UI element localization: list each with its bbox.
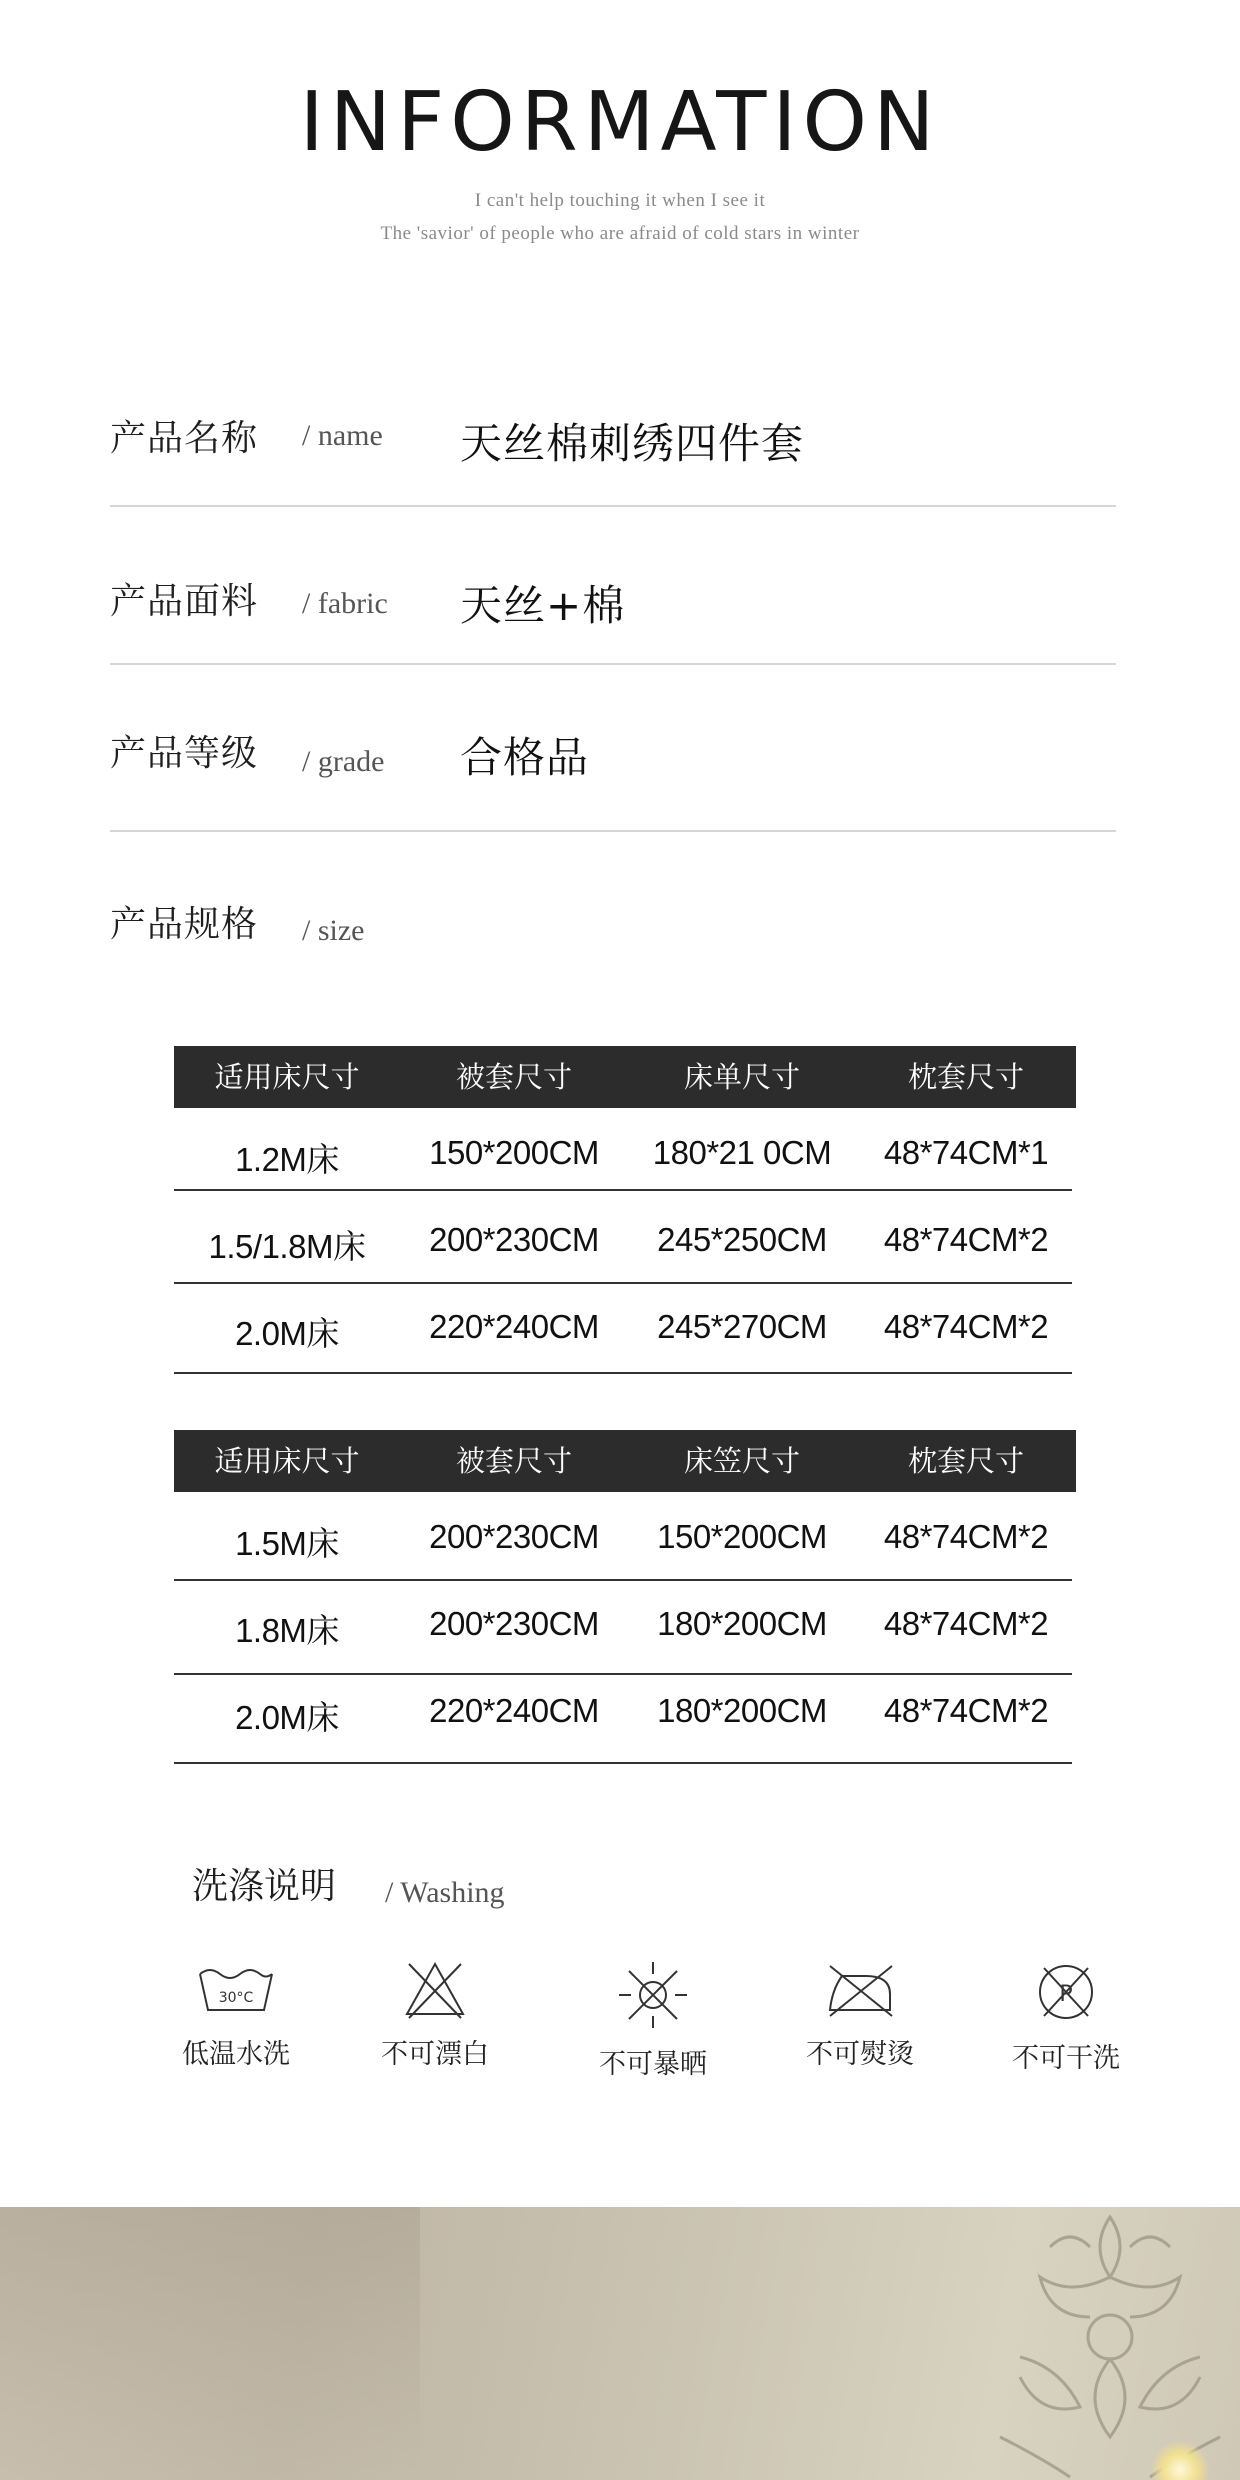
- table-cell: 1.2M床: [235, 1141, 339, 1178]
- wash-item: [335, 1960, 535, 2071]
- table-cell: 150*200CM: [429, 1134, 599, 1171]
- wash-text: 不可暴晒: [599, 2049, 707, 2080]
- wash-text: 不可干洗: [1012, 2043, 1120, 2074]
- table-cell: 48*74CM*2: [883, 1605, 1049, 1642]
- wash-text: 不可漂白: [381, 2039, 489, 2070]
- table-cell: 48*74CM*2: [883, 1518, 1049, 1555]
- table-cell: 220*240CM: [429, 1308, 599, 1345]
- no-iron-icon: [820, 1960, 900, 2020]
- subtitle-line-1: I can't help touching it when I see it: [474, 190, 766, 211]
- table-cell: 220*240CM: [429, 1692, 599, 1729]
- divider: [110, 663, 1116, 665]
- wash-item: [760, 1960, 960, 2071]
- size-table-2: [174, 1430, 1076, 1766]
- table-divider: [174, 1579, 1072, 1581]
- divider: [110, 505, 1116, 507]
- svg-text:P: P: [1059, 1982, 1073, 2007]
- no-dry-clean-icon: [1026, 1960, 1106, 2024]
- info-value: 天丝+棉: [460, 581, 626, 630]
- damask-ornament: [980, 2207, 1240, 2480]
- table-cell: 180*21 0CM: [652, 1134, 832, 1171]
- table-cell: 48*74CM*2: [883, 1692, 1049, 1729]
- wash-temp-label: 30°C: [218, 1990, 254, 2006]
- washing-label-en: / Washing: [385, 1876, 505, 1909]
- table-cell: 1.5M床: [235, 1525, 339, 1562]
- table-cell: 200*230CM: [429, 1605, 599, 1642]
- info-value: 天丝棉刺绣四件套: [460, 419, 805, 468]
- table-header-cell: 枕套尺寸: [907, 1444, 1024, 1478]
- info-label-en: / grade: [302, 745, 385, 778]
- no-sun-icon: [613, 1960, 693, 2030]
- info-label: 产品名称: [110, 418, 259, 459]
- table-header-cell: 适用床尺寸: [214, 1444, 360, 1478]
- table-divider: [174, 1282, 1072, 1284]
- table-cell: 245*270CM: [657, 1308, 827, 1345]
- table-cell: 1.5/1.8M床: [208, 1228, 366, 1265]
- washing-label: 洗涤说明: [192, 1866, 337, 1907]
- size-table-1: [174, 1046, 1076, 1376]
- table-cell: 48*74CM*2: [883, 1221, 1049, 1258]
- table-header: [174, 1046, 1076, 1108]
- no-bleach-icon: [395, 1960, 475, 2020]
- table-header: [174, 1430, 1076, 1492]
- table-cell: 200*230CM: [429, 1518, 599, 1555]
- wash-item: [553, 1960, 753, 2081]
- info-label-en: / size: [302, 914, 365, 947]
- wash-text: 不可熨烫: [806, 2039, 914, 2070]
- table-cell: 180*200CM: [657, 1605, 827, 1642]
- table-header-cell: 被套尺寸: [455, 1444, 572, 1478]
- wash-30-icon: [196, 1960, 276, 2020]
- subtitle-line-2: The 'savior' of people who are afraid of cold stars in winter: [380, 223, 860, 244]
- table-cell: 245*250CM: [657, 1221, 827, 1258]
- wash-item: [966, 1960, 1166, 2075]
- table-header-cell: 床笠尺寸: [683, 1444, 800, 1478]
- table-divider: [174, 1762, 1072, 1764]
- table-cell: 150*200CM: [657, 1518, 827, 1555]
- table-cell: 180*200CM: [657, 1692, 827, 1729]
- photo-shading: [0, 2207, 420, 2480]
- page-title: INFORMATION: [299, 75, 941, 170]
- table-cell: 1.8M床: [235, 1612, 339, 1649]
- table-divider: [174, 1189, 1072, 1191]
- info-label-en: / fabric: [302, 587, 388, 620]
- info-label-en: / name: [302, 419, 383, 452]
- table-cell: 200*230CM: [429, 1221, 599, 1258]
- table-cell: 2.0M床: [235, 1699, 339, 1736]
- table-header-cell: 枕套尺寸: [907, 1060, 1024, 1094]
- divider: [110, 830, 1116, 832]
- table-header-cell: 适用床尺寸: [214, 1060, 360, 1094]
- table-cell: 2.0M床: [235, 1315, 339, 1352]
- table-divider: [174, 1372, 1072, 1374]
- table-header-cell: 被套尺寸: [455, 1060, 572, 1094]
- info-label: 产品等级: [110, 733, 259, 774]
- info-label: 产品规格: [110, 904, 259, 945]
- info-value: 合格品: [460, 733, 590, 782]
- table-divider: [174, 1673, 1072, 1675]
- table-header-cell: 床单尺寸: [683, 1060, 800, 1094]
- table-cell: 48*74CM*2: [883, 1308, 1049, 1345]
- product-photo: [0, 2207, 1240, 2480]
- table-cell: 48*74CM*1: [883, 1134, 1049, 1171]
- info-label: 产品面料: [110, 581, 259, 622]
- wash-item: [136, 1960, 336, 2071]
- wash-text: 低温水洗: [182, 2039, 290, 2070]
